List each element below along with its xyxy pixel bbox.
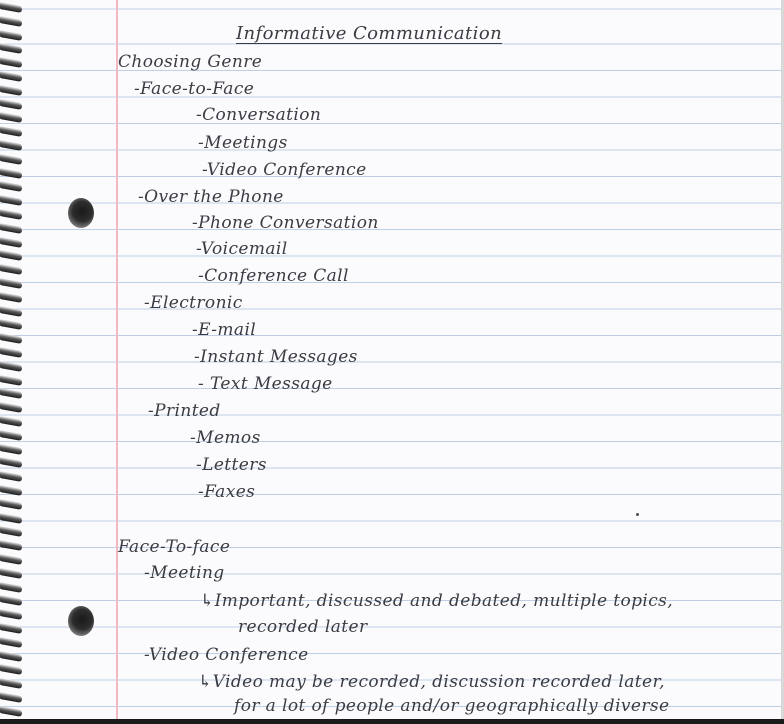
spiral-coil (0, 706, 22, 717)
spiral-coil (0, 85, 22, 96)
spiral-coil (0, 154, 22, 165)
spiral-coil (0, 692, 22, 703)
spiral-coil (0, 57, 22, 68)
spiral-coil (0, 43, 22, 54)
spiral-coil (0, 609, 22, 620)
spiral-coil (0, 402, 22, 413)
spiral-coil (0, 637, 22, 648)
outline-electronic: -Electronic (144, 293, 243, 313)
spiral-coil (0, 292, 22, 303)
margin-line (116, 0, 118, 724)
spiral-coil (0, 457, 22, 468)
spiral-coil (0, 223, 22, 234)
spiral-coil (0, 513, 22, 524)
spiral-coil (0, 471, 22, 482)
spiral-coil (0, 16, 22, 27)
detail-video-conference: -Video Conference (144, 645, 309, 665)
video-conference-note-continued: for a lot of people and/or geographically diverse (234, 696, 670, 716)
spiral-coil (0, 540, 22, 551)
list-item: -Instant Messages (194, 347, 358, 367)
spiral-coil (0, 499, 22, 510)
spiral-coil (0, 430, 22, 441)
spiral-coil (0, 181, 22, 192)
list-item: -Conversation (196, 105, 322, 125)
spiral-coil (0, 416, 22, 427)
detail-heading: Face-To-face (118, 537, 231, 557)
spiral-coil (0, 347, 22, 358)
list-item: - Text Message (198, 374, 333, 394)
spiral-coil (0, 306, 22, 317)
scan-bottom-edge (0, 719, 784, 724)
spiral-coil (0, 678, 22, 689)
spiral-coil (0, 444, 22, 455)
page-title: Informative Communication (236, 23, 503, 44)
outline-heading: Choosing Genre (118, 52, 263, 72)
outline-face-to-face: -Face-to-Face (134, 79, 255, 99)
list-item: -Phone Conversation (192, 213, 379, 233)
spiral-coil (0, 361, 22, 372)
ink-dot (636, 513, 639, 516)
spiral-coil (0, 71, 22, 82)
spiral-coil (0, 388, 22, 399)
outline-printed: -Printed (148, 401, 221, 421)
spiral-coil (0, 237, 22, 248)
list-item: -Letters (196, 455, 267, 475)
spiral-coil (0, 30, 22, 41)
spiral-coil (0, 264, 22, 275)
spiral-coil (0, 333, 22, 344)
meeting-note: ↳Important, discussed and debated, multiple topics, (200, 591, 674, 611)
spiral-coil (0, 2, 22, 13)
spiral-coil (0, 250, 22, 261)
list-item: -Meetings (198, 133, 288, 153)
spiral-coil (0, 375, 22, 386)
spiral-binding (0, 0, 26, 724)
spiral-coil (0, 664, 22, 675)
spiral-coil (0, 554, 22, 565)
spiral-coil (0, 195, 22, 206)
detail-meeting: -Meeting (144, 563, 225, 583)
spiral-coil (0, 485, 22, 496)
punch-hole-bottom (68, 606, 94, 636)
punch-hole-top (68, 198, 94, 228)
list-item: -E-mail (192, 320, 257, 340)
spiral-coil (0, 651, 22, 662)
list-item: -Conference Call (198, 266, 349, 286)
spiral-coil (0, 582, 22, 593)
list-item: -Faxes (198, 482, 256, 502)
spiral-coil (0, 126, 22, 137)
outline-over-the-phone: -Over the Phone (138, 187, 284, 207)
spiral-coil (0, 99, 22, 110)
meeting-note-continued: recorded later (238, 617, 368, 637)
spiral-coil (0, 526, 22, 537)
list-item: -Video Conference (202, 160, 367, 180)
list-item: -Voicemail (196, 239, 288, 259)
spiral-coil (0, 623, 22, 634)
spiral-coil (0, 140, 22, 151)
spiral-coil (0, 319, 22, 330)
spiral-coil (0, 209, 22, 220)
spiral-coil (0, 568, 22, 579)
spiral-coil (0, 278, 22, 289)
spiral-coil (0, 168, 22, 179)
spiral-coil (0, 112, 22, 123)
video-conference-note: ↳Video may be recorded, discussion recorded later, (198, 672, 665, 692)
list-item: -Memos (190, 428, 261, 448)
spiral-coil (0, 595, 22, 606)
